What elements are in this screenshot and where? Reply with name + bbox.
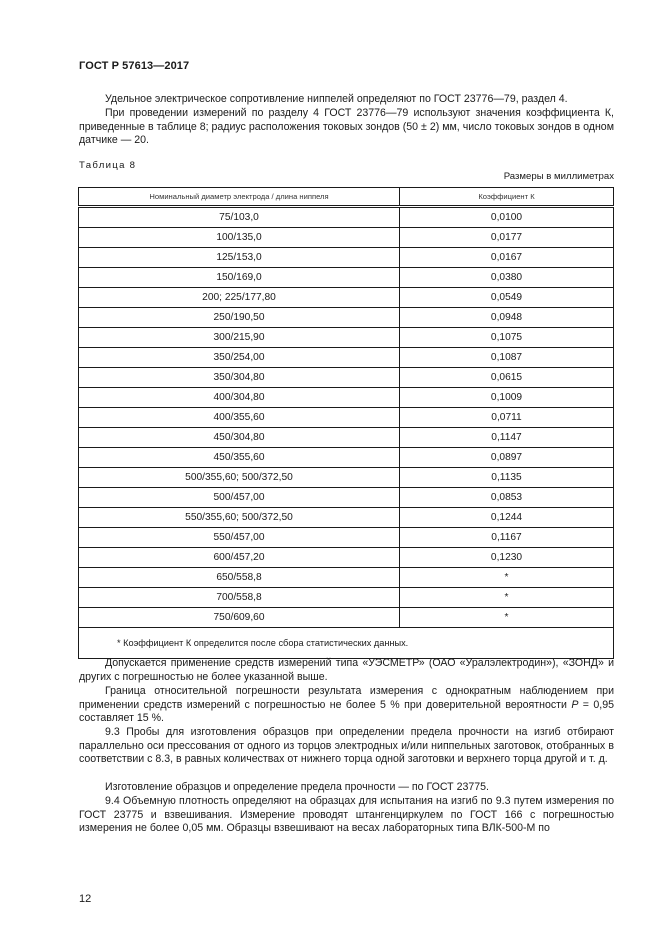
coefficient-cell: 0,0948 xyxy=(400,308,614,328)
diameter-length-cell: 350/254,00 xyxy=(79,348,400,368)
coefficient-cell: 0,0177 xyxy=(400,228,614,248)
table-row xyxy=(79,548,614,568)
table-row xyxy=(79,308,614,328)
diameter-length-cell: 500/457,00 xyxy=(79,488,400,508)
coefficient-cell: 0,0711 xyxy=(400,408,614,428)
diameter-length-cell: 350/304,80 xyxy=(79,368,400,388)
table-units-note: Размеры в миллиметрах xyxy=(503,171,614,182)
intro-paragraph-1: Удельное электрическое сопротивление ниппелей определяют по ГОСТ 23776—79, раздел 4. xyxy=(105,93,568,105)
diameter-length-cell: 200; 225/177,80 xyxy=(79,288,400,308)
coefficient-table xyxy=(78,187,614,659)
diameter-length-cell: 750/609,60 xyxy=(79,608,400,628)
table-row xyxy=(79,568,614,588)
table-footnote: * Коэффициент К определится после сбора статистических данных. xyxy=(79,628,614,659)
table-row xyxy=(79,468,614,488)
column-header-coefficient: Коэффициент К xyxy=(400,188,614,207)
coefficient-cell: 0,1230 xyxy=(400,548,614,568)
table-row xyxy=(79,528,614,548)
paragraph-9-4: 9.4 Объемную плотность определяют на образцах для испытания на изгиб по 9.3 путем измерения по ГОСТ 23775 и взвешивания. Измерение проводят штангенциркулем по ГОСТ 166 с погрешностью измерения не более 0,05 мм. Образцы взвешивают на весах лабораторных типа ВЛК-500-М по xyxy=(79,795,614,835)
table-row xyxy=(79,488,614,508)
diameter-length-cell: 550/457,00 xyxy=(79,528,400,548)
coefficient-cell: 0,0167 xyxy=(400,248,614,268)
coefficient-cell: 0,1167 xyxy=(400,528,614,548)
coefficient-cell: * xyxy=(400,568,614,588)
diameter-length-cell: 600/457,20 xyxy=(79,548,400,568)
diameter-length-cell: 500/355,60; 500/372,50 xyxy=(79,468,400,488)
diameter-length-cell: 100/135,0 xyxy=(79,228,400,248)
diameter-length-cell: 300/215,90 xyxy=(79,328,400,348)
paragraph-9-3: 9.3 Пробы для изготовления образцов при определении предела прочности на изгиб отбирают параллельно оси прессования от одного из торцов электродных и/или ниппельных заготовок, отобранных в соответствии с 8.3, в равных количествах от нижнего торца одной заготовки и верхнего торца другой и т. д. xyxy=(79,726,614,766)
table-row xyxy=(79,428,614,448)
table-row xyxy=(79,248,614,268)
coefficient-cell: 0,1135 xyxy=(400,468,614,488)
table-row xyxy=(79,608,614,628)
diameter-length-cell: 650/558,8 xyxy=(79,568,400,588)
diameter-length-cell: 150/169,0 xyxy=(79,268,400,288)
document-id-header: ГОСТ Р 57613—2017 xyxy=(79,60,190,72)
diameter-length-cell: 75/103,0 xyxy=(79,207,400,228)
diameter-length-cell: 250/190,50 xyxy=(79,308,400,328)
coefficient-cell: 0,0100 xyxy=(400,207,614,228)
table-row xyxy=(79,388,614,408)
table-footnote-row xyxy=(79,628,614,659)
coefficient-cell: 0,1244 xyxy=(400,508,614,528)
table-header-row xyxy=(79,188,614,207)
intro-paragraph-2: При проведении измерений по разделу 4 ГОСТ 23776—79 используют значения коэффициента К, приведенные в таблице 8; радиус расположения токовых зондов (50 ± 2) мм, число токовых зондов в одном датчике — 20. xyxy=(79,107,614,147)
coefficient-cell: * xyxy=(400,608,614,628)
coefficient-cell: 0,0897 xyxy=(400,448,614,468)
paragraph-error-bound xyxy=(79,685,614,726)
table-row xyxy=(79,368,614,388)
table-row xyxy=(79,268,614,288)
table-row xyxy=(79,588,614,608)
diameter-length-cell: 125/153,0 xyxy=(79,248,400,268)
coefficient-cell: 0,1075 xyxy=(400,328,614,348)
page-number: 12 xyxy=(79,893,92,905)
diameter-length-cell: 450/304,80 xyxy=(79,428,400,448)
coefficient-cell: 0,0549 xyxy=(400,288,614,308)
table-row xyxy=(79,288,614,308)
coefficient-cell: 0,0615 xyxy=(400,368,614,388)
diameter-length-cell: 450/355,60 xyxy=(79,448,400,468)
diameter-length-cell: 550/355,60; 500/372,50 xyxy=(79,508,400,528)
coefficient-cell: 0,1147 xyxy=(400,428,614,448)
table-caption: Таблица 8 xyxy=(79,160,137,171)
coefficient-cell: 0,0853 xyxy=(400,488,614,508)
table-row xyxy=(79,328,614,348)
coefficient-cell: 0,1087 xyxy=(400,348,614,368)
coefficient-cell: 0,0380 xyxy=(400,268,614,288)
paragraph-sample-prep: Изготовление образцов и определение предела прочности — по ГОСТ 23775. xyxy=(105,781,489,793)
table-row xyxy=(79,207,614,228)
probability-variable: P xyxy=(571,698,579,711)
error-bound-text-a: Граница относительной погрешности результата измерения с однократным наблюдением при применении средств измерений с погрешностью не более 5 % при доверительной вероятности xyxy=(79,685,614,711)
table-row xyxy=(79,408,614,428)
error-bound-text-b: = 0,95 составляет 15 %. xyxy=(79,698,614,725)
diameter-length-cell: 400/355,60 xyxy=(79,408,400,428)
table-row xyxy=(79,448,614,468)
diameter-length-cell: 400/304,80 xyxy=(79,388,400,408)
table-row xyxy=(79,508,614,528)
column-header-diameter: Номинальный диаметр электрода / длина ниппеля xyxy=(79,188,400,207)
coefficient-cell: * xyxy=(400,588,614,608)
table-row xyxy=(79,228,614,248)
table-row xyxy=(79,348,614,368)
coefficient-cell: 0,1009 xyxy=(400,388,614,408)
paragraph-instruments: Допускается применение средств измерений типа «УЭСМЕТР» (ОАО «Уралэлектродин»), «ЗОНД» и других с погрешностью не более указанной выше. xyxy=(79,657,614,683)
diameter-length-cell: 700/558,8 xyxy=(79,588,400,608)
